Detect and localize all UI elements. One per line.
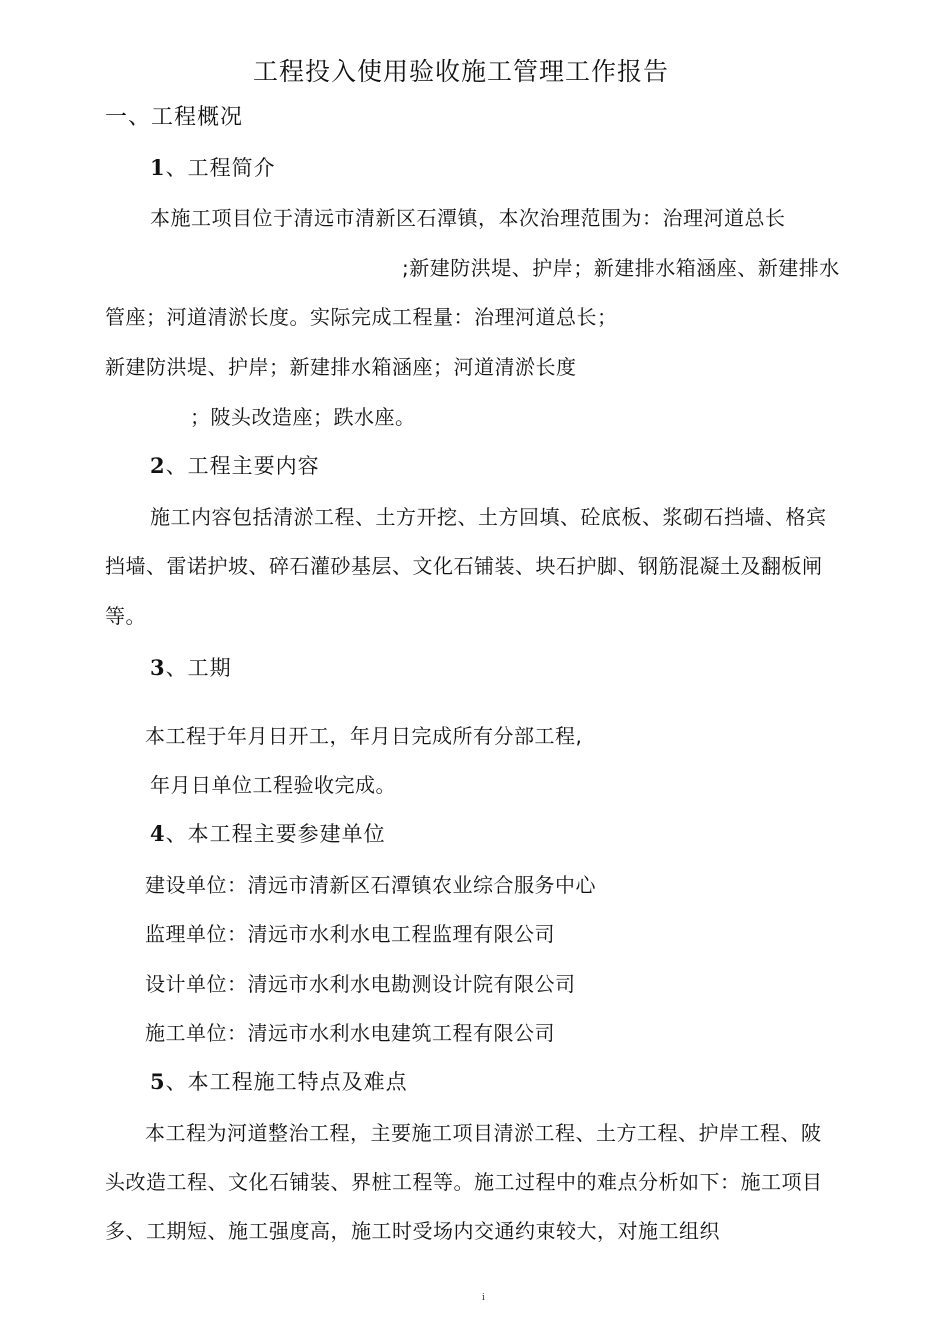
paragraph-line: 本施工项目位于清远市清新区石潭镇，本次治理范围为：治理河道总长 <box>150 206 786 230</box>
subheading-schedule <box>150 654 232 682</box>
subheading-number: 1 <box>150 155 166 180</box>
unit-build: 建设单位：清远市清新区石潭镇农业综合服务中心 <box>145 873 596 897</box>
subheading-number: 5 <box>150 1069 166 1094</box>
paragraph-line: 施工内容包括清淤工程、土方开挖、土方回填、砼底板、浆砌石挡墙、格宾 <box>150 505 827 529</box>
subheading-text: 、工程简介 <box>165 156 276 180</box>
paragraph-line: 等。 <box>105 604 146 628</box>
paragraph-line: 本工程于年月日开工，年月日完成所有分部工程, <box>145 724 583 748</box>
subheading-features-difficulties <box>150 1068 408 1096</box>
subheading-text: 、工期 <box>165 656 232 680</box>
section-heading-overview: 一、工程概况 <box>105 105 244 130</box>
paragraph-line: 年月日单位工程验收完成。 <box>150 773 396 797</box>
paragraph-line: 新建防洪堤、护岸；新建排水箱涵座；河道清淤长度 <box>105 355 577 379</box>
subheading-text: 、本工程主要参建单位 <box>165 822 386 846</box>
paragraph-line: 管座；河道清淤长度。实际完成工程量：治理河道总长； <box>105 305 618 329</box>
paragraph-line: 挡墙、雷诺护坡、碎石灌砂基层、文化石铺装、块石护脚、钢筋混凝土及翻板闸 <box>105 554 823 578</box>
page-number: i <box>482 1293 485 1303</box>
subheading-text: 、工程主要内容 <box>165 454 320 478</box>
unit-construct: 施工单位：清远市水利水电建筑工程有限公司 <box>145 1021 555 1045</box>
document-title: 工程投入使用验收施工管理工作报告 <box>253 57 670 86</box>
subheading-participating-units <box>150 820 386 848</box>
subheading-text: 、本工程施工特点及难点 <box>165 1070 408 1094</box>
subheading-number: 3 <box>150 655 166 680</box>
paragraph-line: 本工程为河道整治工程，主要施工项目清淤工程、土方工程、护岸工程、陂 <box>145 1121 822 1145</box>
subheading-number: 4 <box>150 821 166 846</box>
subheading-main-content <box>150 452 320 480</box>
paragraph-line: 多、工期短、施工强度高，施工时受场内交通约束较大，对施工组织 <box>105 1219 720 1243</box>
paragraph-line: 头改造工程、文化石铺装、界桩工程等。施工过程中的难点分析如下：施工项目 <box>105 1170 823 1194</box>
paragraph-line: ；陂头改造座；跌水座。 <box>190 405 416 429</box>
unit-supervise: 监理单位：清远市水利水电工程监理有限公司 <box>145 922 555 946</box>
paragraph-line: ;新建防洪堤、护岸；新建排水箱涵座、新建排水 <box>402 256 840 280</box>
subheading-project-intro <box>150 154 276 182</box>
subheading-number: 2 <box>150 453 166 478</box>
unit-design: 设计单位：清远市水利水电勘测设计院有限公司 <box>145 972 576 996</box>
